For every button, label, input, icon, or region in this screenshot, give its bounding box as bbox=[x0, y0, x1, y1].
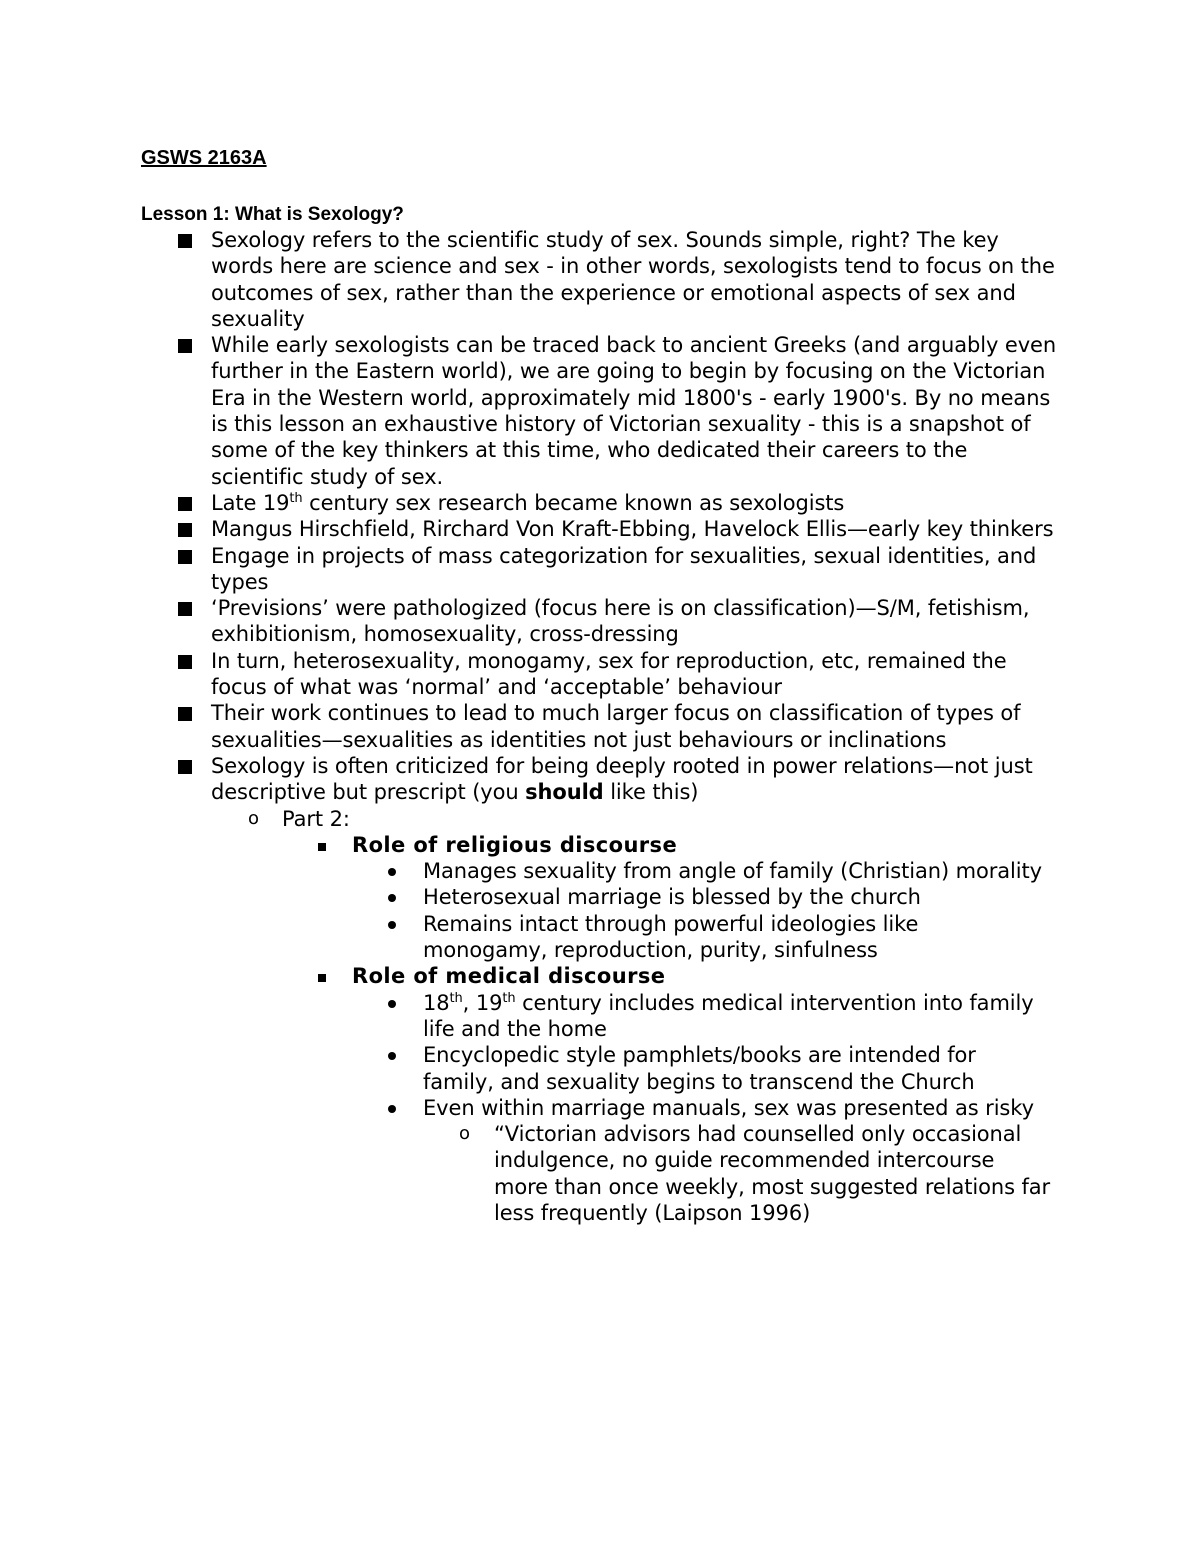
hollow-circle-bullet-icon: o bbox=[248, 807, 259, 829]
small-square-bullet-icon bbox=[318, 843, 326, 851]
list-item: ‘Previsions’ were pathologized (focus here is on classification)—S/M, fetishism, exhibitionism, homosexuality, cross-dressing bbox=[0, 595, 1066, 648]
section-heading-medical: Role of medical discourse bbox=[0, 963, 1052, 989]
square-bullet-icon bbox=[178, 760, 192, 774]
lesson-title: Lesson 1: What is Sexology? bbox=[141, 204, 404, 225]
square-bullet-icon bbox=[178, 339, 192, 353]
small-square-bullet-icon bbox=[318, 974, 326, 982]
notes-content bbox=[0, 227, 1200, 1226]
dot-bullet-icon bbox=[388, 1105, 396, 1113]
list-item: While early sexologists can be traced back to ancient Greeks (and arguably even further in the Eastern world), we are going to begin by focusing on the Victorian Era in the Western world, approximately mid 1800's - early 1900's. By no means is this lesson an exhaustive history of Victorian sexuality - this is a snapshot of some of the key thinkers at this time, who dedicated their careers to the scientific study of sex. bbox=[0, 332, 1066, 490]
hollow-circle-bullet-icon: o bbox=[459, 1123, 470, 1145]
main-bullet-list bbox=[0, 227, 1200, 1226]
list-item: Manages sexuality from angle of family (Christian) morality bbox=[0, 858, 1043, 884]
dot-bullet-icon bbox=[388, 894, 396, 902]
dot-bullet-icon bbox=[388, 1052, 396, 1060]
square-bullet-icon bbox=[178, 655, 192, 669]
list-item: 18th, 19th century includes medical intervention into family life and the home bbox=[0, 990, 1043, 1043]
part-heading: o Part 2: bbox=[248, 806, 350, 831]
list-item: Heterosexual marriage is blessed by the church bbox=[0, 884, 1043, 910]
square-bullet-icon bbox=[178, 523, 192, 537]
list-item: Remains intact through powerful ideologies like monogamy, reproduction, purity, sinfulness bbox=[0, 911, 1043, 964]
section-heading-religious: Role of religious discourse bbox=[0, 832, 1052, 858]
list-item: Mangus Hirschfield, Rirchard Von Kraft-Ebbing, Havelock Ellis—early key thinkers bbox=[0, 516, 1066, 542]
dot-bullet-icon bbox=[388, 1000, 396, 1008]
list-item: Late 19th century sex research became known as sexologists bbox=[0, 490, 1066, 516]
list-item: Sexology refers to the scientific study of sex. Sounds simple, right? The key words here are science and sex - in other words, sexologists tend to focus on the outcomes of sex, rather than the experience or emotional aspects of sex and sexuality bbox=[0, 227, 1066, 332]
course-title: GSWS 2163A bbox=[141, 147, 267, 169]
square-bullet-icon bbox=[178, 497, 192, 511]
square-bullet-icon bbox=[178, 234, 192, 248]
square-bullet-icon bbox=[178, 602, 192, 616]
list-item: Their work continues to lead to much larger focus on classification of types of sexualities—sexualities as identities not just behaviours or inclinations bbox=[0, 700, 1066, 753]
dot-bullet-icon bbox=[388, 868, 396, 876]
list-item: Sexology is often criticized for being deeply rooted in power relations—not just descriptive but prescript (you should like this) bbox=[0, 753, 1066, 806]
list-item: Even within marriage manuals, sex was presented as risky bbox=[0, 1095, 1043, 1121]
quote-item: o “Victorian advisors had counselled only occasional indulgence, no guide recommended intercourse more than once weekly, most suggested relations far less frequently (Laipson 1996) bbox=[459, 1122, 1051, 1225]
square-bullet-icon bbox=[178, 707, 192, 721]
square-bullet-icon bbox=[178, 550, 192, 564]
list-item: In turn, heterosexuality, monogamy, sex for reproduction, etc, remained the focus of what was ‘normal’ and ‘acceptable’ behaviour bbox=[0, 648, 1066, 701]
list-item: Encyclopedic style pamphlets/books are intended for family, and sexuality begins to transcend the Church bbox=[0, 1042, 1043, 1095]
dot-bullet-icon bbox=[388, 921, 396, 929]
list-item: Engage in projects of mass categorization for sexualities, sexual identities, and types bbox=[0, 543, 1066, 596]
